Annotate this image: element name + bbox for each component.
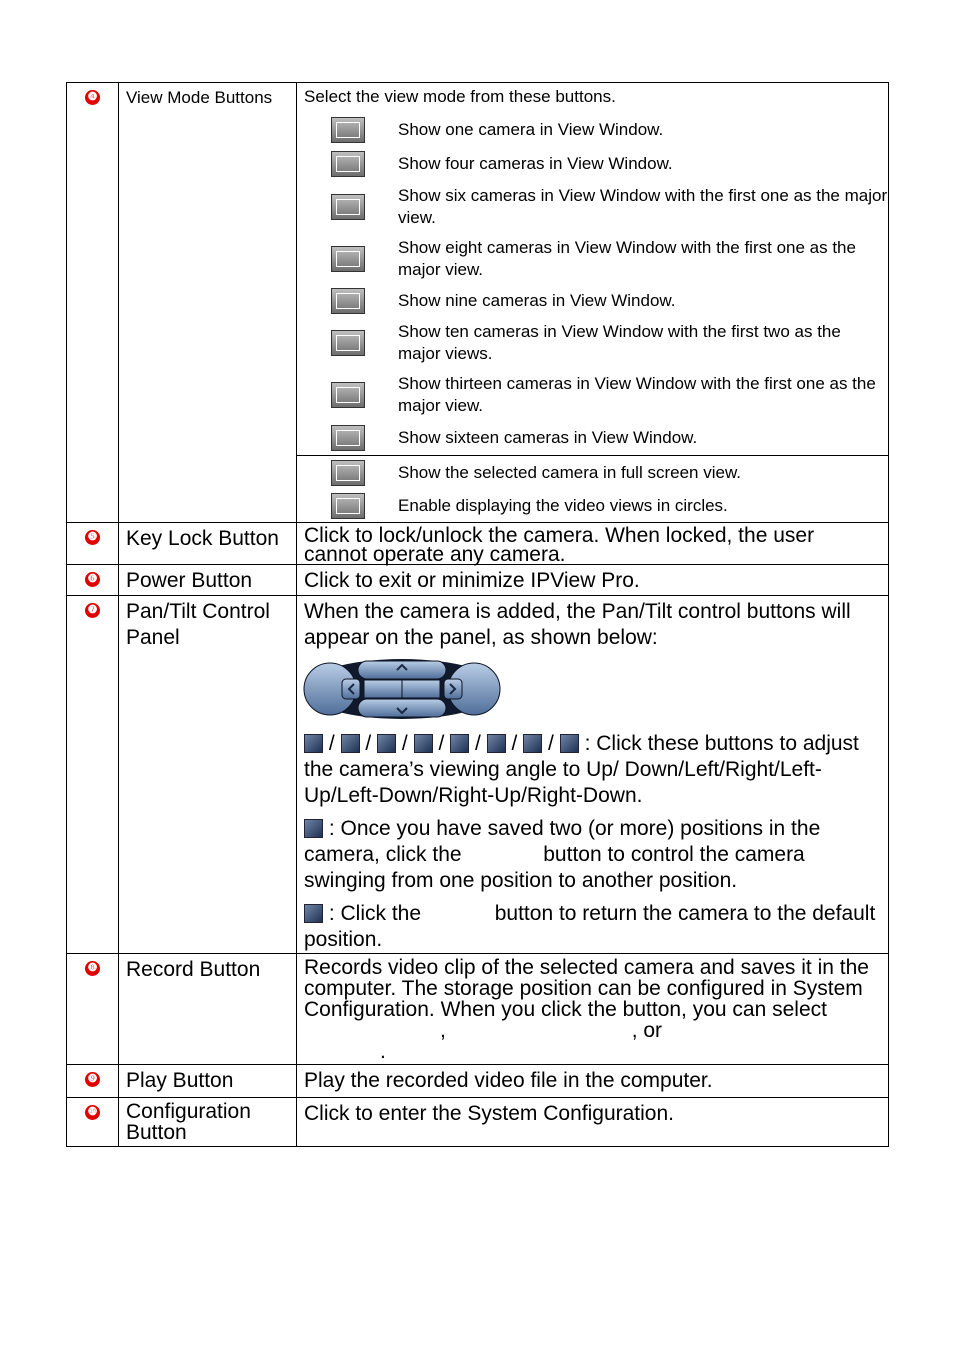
list-item: Enable displaying the video views in circles. bbox=[297, 489, 888, 522]
down-arrow-icon bbox=[341, 734, 360, 753]
list-item: Show four cameras in View Window. bbox=[297, 147, 888, 181]
table-row bbox=[67, 1065, 889, 1098]
row-number-badge: ❺ bbox=[85, 530, 100, 545]
row-name: Configuration Button bbox=[126, 1100, 251, 1144]
row-name: Power Button bbox=[126, 569, 253, 592]
row-number-badge: ❼ bbox=[85, 603, 100, 618]
table-row bbox=[67, 596, 889, 954]
list-item: Show the selected camera in full screen view. bbox=[297, 456, 888, 489]
right-up-arrow-icon bbox=[523, 734, 542, 753]
table-row bbox=[67, 523, 889, 565]
row-description: Records video clip of the selected camera and saves it in the computer. The storage position can be configured in System Configuration. When you click the button, you can select , , or . bbox=[304, 956, 869, 1063]
swing-icon bbox=[304, 819, 323, 838]
right-down-arrow-icon bbox=[560, 734, 579, 753]
row-name: Play Button bbox=[126, 1069, 234, 1092]
row-number-badge: ❹ bbox=[85, 90, 100, 105]
left-down-arrow-icon bbox=[487, 734, 506, 753]
quad-view-icon bbox=[331, 151, 365, 177]
list-item: Show thirteen cameras in View Window with the first one as the major view. bbox=[297, 369, 888, 421]
list-item: Show ten cameras in View Window with the first two as the major views. bbox=[297, 317, 888, 369]
table-row bbox=[67, 83, 889, 523]
list-item: Show one camera in View Window. bbox=[297, 113, 888, 147]
row-name: View Mode Buttons bbox=[126, 88, 273, 107]
home-icon bbox=[304, 904, 323, 923]
six-view-icon bbox=[331, 194, 365, 220]
list-item: Show eight cameras in View Window with the first one as the major view. bbox=[297, 233, 888, 285]
row-description: Click to exit or minimize IPView Pro. bbox=[304, 569, 640, 592]
row-name: Record Button bbox=[126, 958, 261, 981]
row-number-badge: ❿ bbox=[85, 1105, 100, 1120]
nine-view-icon bbox=[331, 288, 365, 314]
thirteen-view-icon bbox=[331, 382, 365, 408]
single-view-icon bbox=[331, 117, 365, 143]
row-description: Click to enter the System Configuration. bbox=[304, 1102, 675, 1125]
left-up-arrow-icon bbox=[450, 734, 469, 753]
full-screen-icon bbox=[331, 460, 365, 486]
list-item: Show six cameras in View Window with the first one as the major view. bbox=[297, 181, 888, 233]
row-number-badge: ❾ bbox=[85, 1072, 100, 1087]
pan-tilt-intro: When the camera is added, the Pan/Tilt control buttons will appear on the panel, as shown below: bbox=[304, 600, 851, 649]
table-row bbox=[67, 565, 889, 596]
ten-view-icon bbox=[331, 330, 365, 356]
direction-buttons-description: / / / / / / / : Click these buttons to adjust the camera’s viewing angle to Up/ Down/Left/Right/Left-Up/Left-Down/Right-Up/Right-Down. bbox=[304, 732, 859, 807]
row-number-badge: ❻ bbox=[85, 572, 100, 587]
left-arrow-icon bbox=[377, 734, 396, 753]
swing-button-description: : Once you have saved two (or more) positions in the camera, click the button to control the camera swinging from one position to another position. bbox=[304, 817, 821, 892]
up-arrow-icon bbox=[304, 734, 323, 753]
right-arrow-icon bbox=[414, 734, 433, 753]
row-number-badge: ❽ bbox=[85, 961, 100, 976]
button-description-table bbox=[66, 82, 889, 1147]
circle-view-icon bbox=[331, 493, 365, 519]
sixteen-view-icon bbox=[331, 425, 365, 451]
pan-tilt-control-panel-image bbox=[302, 657, 502, 721]
row-name: Pan/Tilt Control Panel bbox=[126, 600, 270, 649]
row-description: Click to lock/unlock the camera. When locked, the user cannot operate any camera. bbox=[304, 524, 815, 566]
list-item: Show nine cameras in View Window. bbox=[297, 285, 888, 317]
table-row bbox=[67, 1098, 889, 1147]
table-row bbox=[67, 954, 889, 1065]
view-mode-intro: Select the view mode from these buttons. bbox=[304, 87, 616, 106]
row-name: Key Lock Button bbox=[126, 527, 279, 550]
home-button-description: : Click the button to return the camera to the default position. bbox=[304, 902, 876, 951]
eight-view-icon bbox=[331, 246, 365, 272]
list-item: Show sixteen cameras in View Window. bbox=[297, 421, 888, 455]
row-description: Play the recorded video file in the computer. bbox=[304, 1069, 713, 1092]
